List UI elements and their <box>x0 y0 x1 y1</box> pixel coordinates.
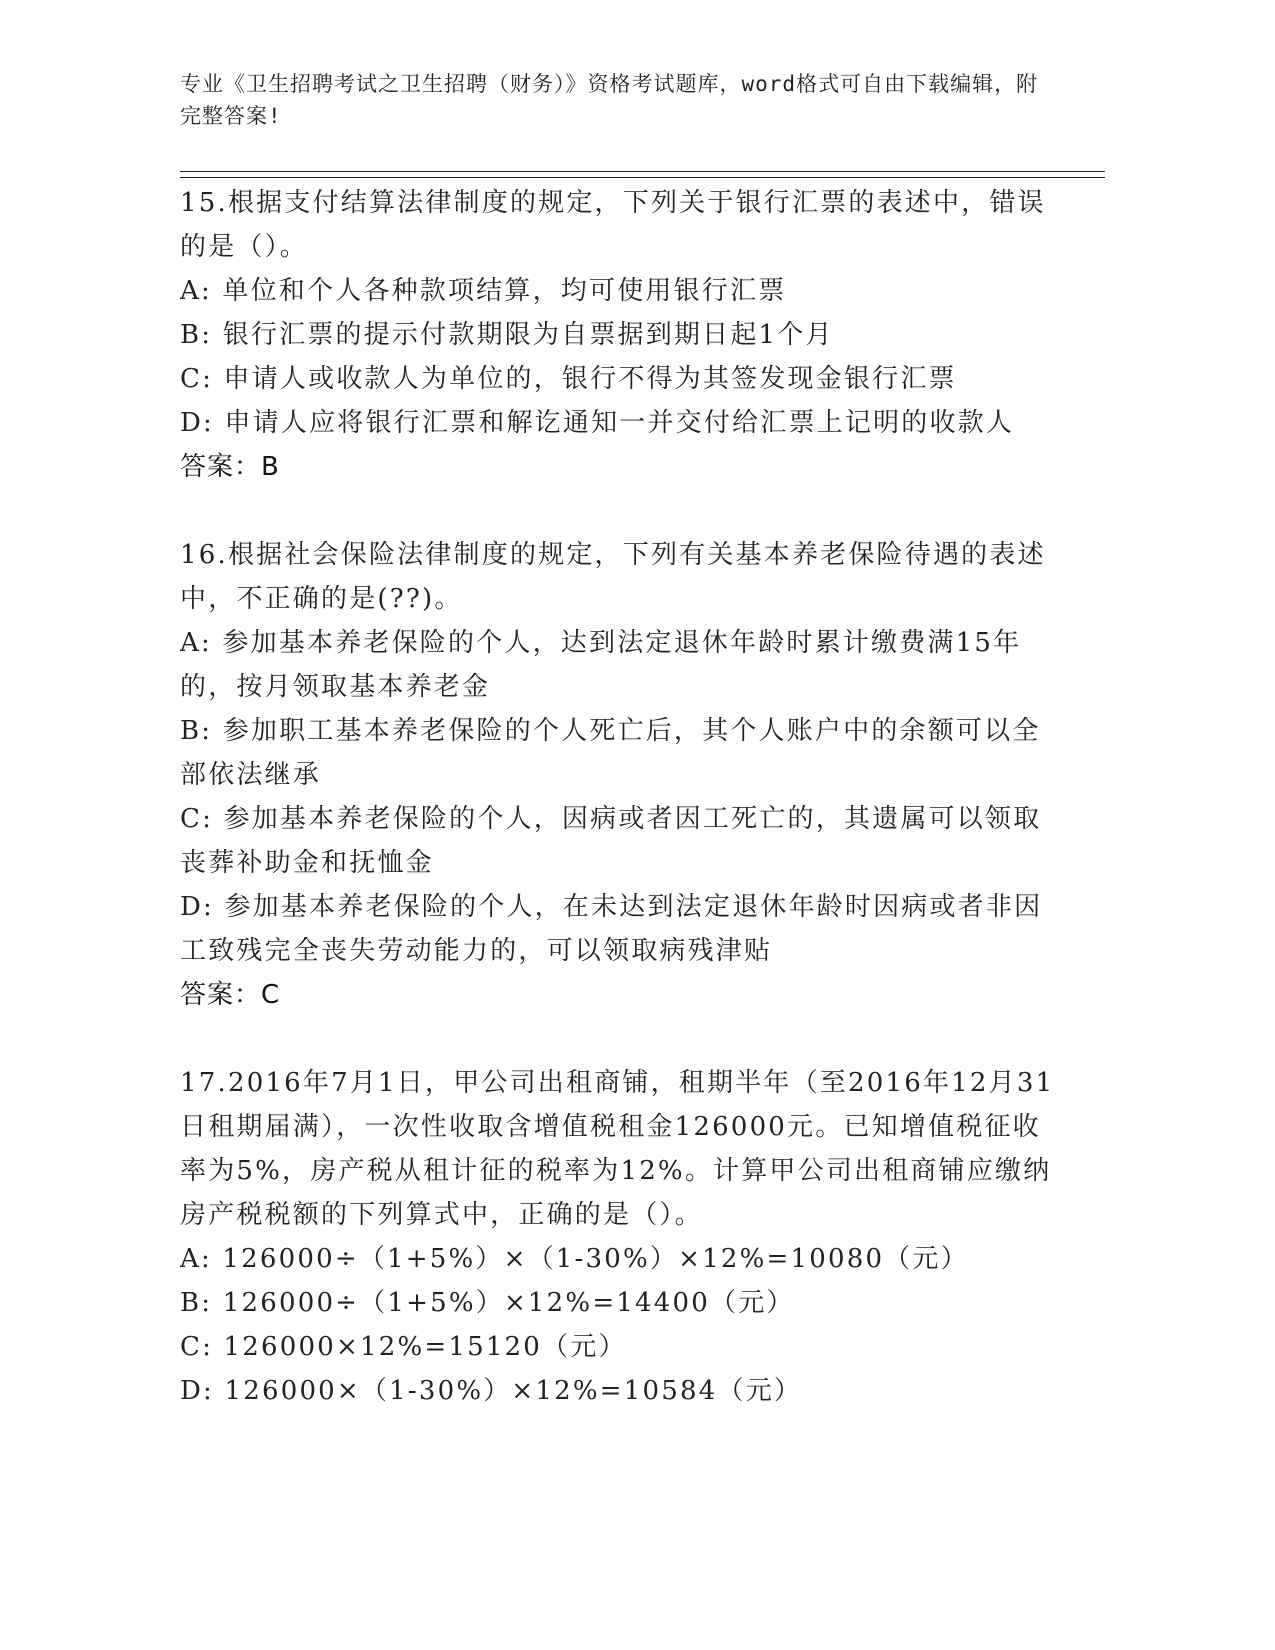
answer-label: 答案：C <box>180 980 281 1010</box>
question-16 <box>180 533 1060 1017</box>
question-17 <box>180 1061 1060 1413</box>
option-b: B: 126000÷（1+5%）×12%=14400（元） <box>180 1288 795 1318</box>
option-a: A: 126000÷（1+5%）×（1-30%）×12%=10080（元） <box>180 1244 969 1274</box>
option-c: C: 参加基本养老保险的个人，因病或者因工死亡的，其遗属可以领取丧葬补助金和抚恤金 <box>180 804 1042 878</box>
question-stem: 16.根据社会保险法律制度的规定，下列有关基本养老保险待遇的表述中，不正确的是(??)。 <box>180 540 1046 614</box>
question-stem: 17.2016年7月1日，甲公司出租商铺，租期半年（至2016年12月31日租期届满），一次性收取含增值税租金126000元。已知增值税征收率为5%，房产税从租计征的税率为12%。计算甲公司出租商铺应缴纳房产税税额的下列算式中，正确的是（）。 <box>180 1068 1055 1230</box>
document-header: 专业《卫生招聘考试之卫生招聘（财务）》资格考试题库，word格式可自由下载编辑，附完整答案! <box>180 72 1039 128</box>
option-d: D: 申请人应将银行汇票和解讫通知一并交付给汇票上记明的收款人 <box>180 408 1015 438</box>
answer-label: 答案：B <box>180 452 280 482</box>
question-list <box>180 181 1060 1413</box>
header-rule-bottom <box>180 177 1105 178</box>
option-b: B: 参加职工基本养老保险的个人死亡后，其个人账户中的余额可以全部依法继承 <box>180 716 1041 790</box>
option-a: A: 参加基本养老保险的个人，达到法定退休年龄时累计缴费满15年的，按月领取基本养老金 <box>180 628 1022 702</box>
question-gap <box>180 489 1060 533</box>
option-c: C: 126000×12%=15120（元） <box>180 1332 627 1362</box>
option-a: A: 单位和个人各种款项结算，均可使用银行汇票 <box>180 276 787 306</box>
option-c: C: 申请人或收款人为单位的，银行不得为其签发现金银行汇票 <box>180 364 957 394</box>
option-d: D: 参加基本养老保险的个人，在未达到法定退休年龄时因病或者非因工致残完全丧失劳动能力的，可以领取病残津贴 <box>180 892 1043 966</box>
header-rule-top <box>180 171 1105 172</box>
question-stem: 15.根据支付结算法律制度的规定，下列关于银行汇票的表述中，错误的是（）。 <box>180 188 1046 262</box>
option-b: B: 银行汇票的提示付款期限为自票据到期日起1个月 <box>180 320 834 350</box>
question-15 <box>180 181 1060 489</box>
option-d: D: 126000×（1-30%）×12%=10584（元） <box>180 1376 803 1406</box>
question-gap <box>180 1017 1060 1061</box>
